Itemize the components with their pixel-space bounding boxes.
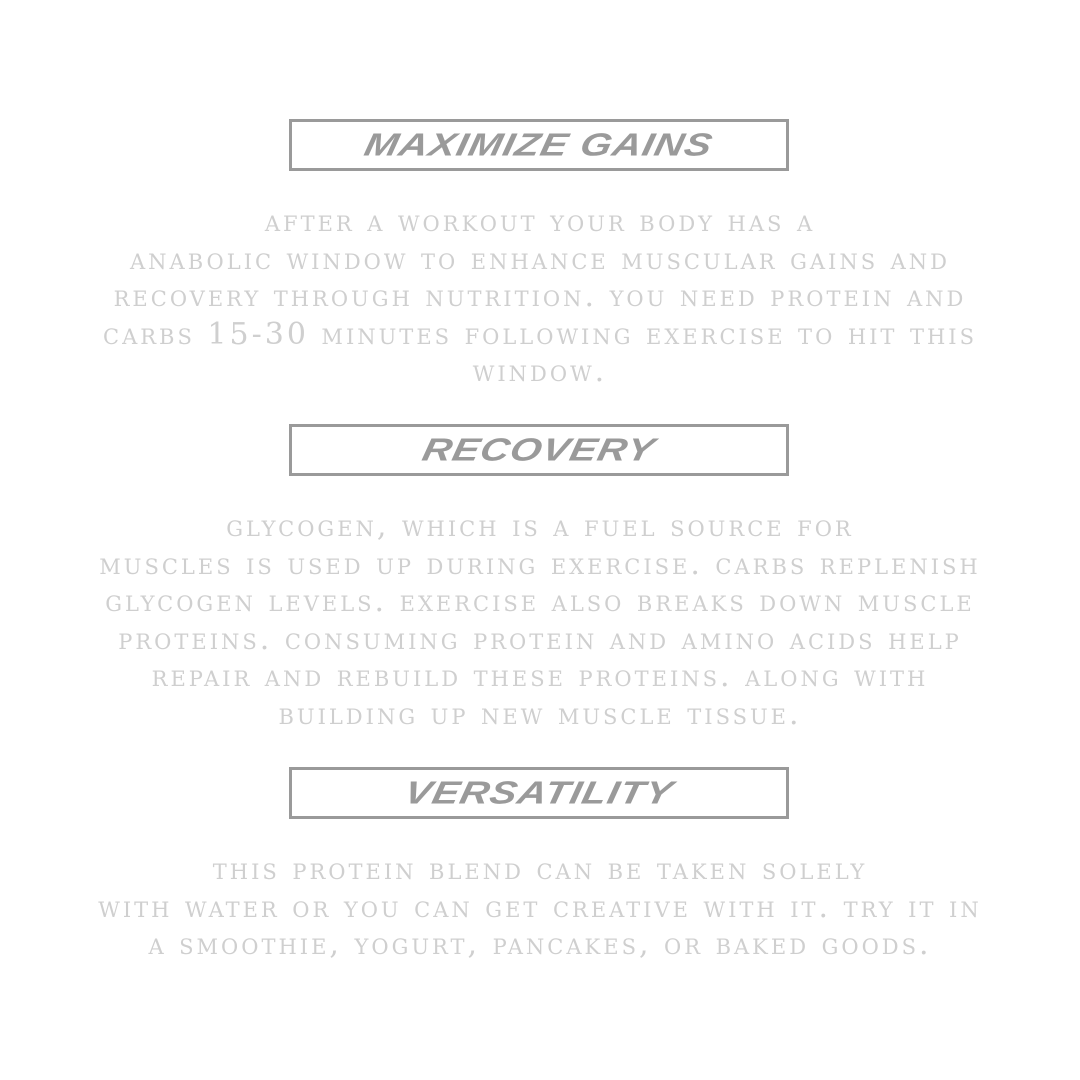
paragraph-recovery xyxy=(20,508,1060,733)
paragraph-line: carbs 15-30 minutes following exercise to hit this xyxy=(103,316,977,352)
paragraph-line: recovery through nutrition. you need protein and xyxy=(113,279,967,314)
paragraph-line: muscles is used up during exercise. carbs replenish xyxy=(99,546,981,582)
heading-versatility: VERSATILITY xyxy=(401,775,677,811)
heading-box-recovery xyxy=(289,424,789,476)
paragraph-line: proteins. consuming protein and amino acids help xyxy=(118,621,962,657)
paragraph-line: this protein blend can be taken solely xyxy=(212,852,868,887)
paragraph-line: repair and rebuild these proteins. along with xyxy=(151,659,929,694)
heading-maximize-gains: MAXIMIZE GAINS xyxy=(361,127,717,163)
paragraph-line: glycogen, which is a fuel source for xyxy=(226,509,854,544)
heading-box-versatility xyxy=(289,767,789,819)
paragraph-maximize-gains xyxy=(20,203,1060,391)
paragraph-line: glycogen levels. exercise also breaks down muscle xyxy=(105,584,975,619)
paragraph-line: with water or you can get creative with it. try it in xyxy=(98,889,982,925)
paragraph-line: window. xyxy=(472,354,608,389)
heading-recovery: RECOVERY xyxy=(419,432,659,468)
paragraph-line: building up new muscle tissue. xyxy=(278,696,802,732)
paragraph-line: anabolic window to enhance muscular gains and xyxy=(130,241,950,277)
paragraph-versatility xyxy=(20,851,1060,964)
paragraph-line: a smoothie, yogurt, pancakes, or baked goods. xyxy=(148,927,932,962)
paragraph-line: after a workout your body has a xyxy=(264,204,816,239)
heading-box-maximize-gains xyxy=(289,119,789,171)
